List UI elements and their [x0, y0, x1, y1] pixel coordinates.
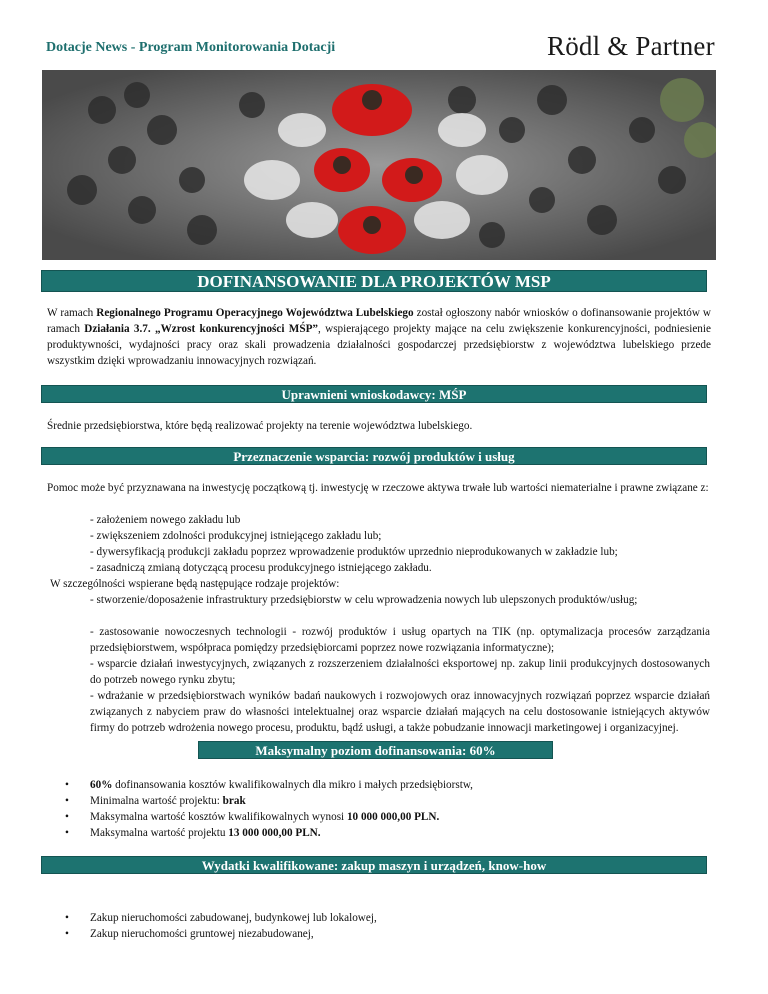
section-heading-applicants: Uprawnieni wnioskodawcy: MŚP — [41, 385, 707, 403]
section-heading-funding-level: Maksymalny poziom dofinansowania: 60% — [198, 741, 553, 759]
list-item: • 60% dofinansowania kosztów kwalifikowalnych dla mikro i małych przedsiębiorstw, — [65, 779, 473, 791]
list-item: - stworzenie/doposażenie infrastruktury przedsiębiorstw w celu wprowadzenia nowych lub ulepszonych produktów/usług; — [90, 594, 638, 606]
purpose-intro: Pomoc może być przyznawana na inwestycję początkową tj. inwestycję w rzeczowe aktywa trwałe lub wartości niematerialne i prawne związane z: — [47, 482, 709, 494]
list-item: - zastosowanie nowoczesnych technologii - rozwój produktów i usług opartych na TIK (np. optymalizacja procesów zarządzania przedsiębiorstwem, współpraca pomiędzy przedsiębiorcami poprzez nowe rozwiązania informatyczne); — [90, 626, 710, 654]
list-item: - zwiększeniem zdolności produkcyjnej istniejącego zakładu lub; — [90, 530, 382, 542]
team-circle-photo — [42, 70, 716, 260]
main-title-bar: DOFINANSOWANIE DLA PROJEKTÓW MSP — [41, 270, 707, 292]
bullet-icon: • — [65, 779, 69, 791]
bullet-icon: • — [65, 811, 69, 823]
list-item: - wdrażanie w przedsiębiorstwach wyników badań naukowych i rozwojowych oraz innowacyjnych rozwiązań poprzez wsparcie działań związanych z nabyciem praw do własności intelektualnej oraz wsparcie działań mających na celu dostosowanie istniejących aktywów firmy do potrzeb wdrożenia nowego procesu, produktu, bądź usługi, a także pobudzanie innowacji marketingowej i organizacyjnej. — [90, 690, 710, 734]
list-item: • Zakup nieruchomości gruntowej niezabudowanej, — [65, 928, 314, 940]
list-item: - zasadniczą zmianą dotyczącą procesu produkcyjnego istniejącego zakładu. — [90, 562, 432, 574]
section-heading-eligible-costs: Wydatki kwalifikowane: zakup maszyn i urządzeń, know-how — [41, 856, 707, 874]
bullet-icon: • — [65, 912, 69, 924]
project-types-intro: W szczególności wspierane będą następujące rodzaje projektów: — [50, 578, 340, 590]
list-item: - założeniem nowego zakładu lub — [90, 514, 241, 526]
intro-paragraph: W ramach Regionalnego Programu Operacyjnego Województwa Lubelskiego został ogłoszony nabór wniosków o dofinansowanie projektów w ramach Działania 3.7. „Wzrost konkurencyjności MŚP”, wspierającego projekty mające na celu zwiększenie konkurencyjności, podniesienie produktywności, wydajności pracy oraz skali prowadzenia działalności gospodarczej przedsiębiorstw z województwa lubelskiego przede wszystkim dzięki wprowadzaniu innowacyjnych rozwiązań. — [47, 307, 711, 367]
newsletter-title: Dotacje News - Program Monitorowania Dotacji — [46, 40, 336, 55]
team-circle-photo-icon — [42, 70, 716, 260]
section-heading-purpose: Przeznaczenie wsparcia: rozwój produktów i usług — [41, 447, 707, 465]
bullet-icon: • — [65, 827, 69, 839]
list-item: • Minimalna wartość projektu: brak — [65, 795, 246, 807]
bullet-icon: • — [65, 928, 69, 940]
company-logo: Rödl & Partner — [547, 31, 715, 61]
applicants-text: Średnie przedsiębiorstwa, które będą realizować projekty na terenie województwa lubelskiego. — [47, 420, 473, 432]
list-item: • Maksymalna wartość kosztów kwalifikowalnych wynosi 10 000 000,00 PLN. — [65, 811, 440, 823]
list-item: - dywersyfikacją produkcji zakładu poprzez wprowadzenie produktów uprzednio nieprodukowanych w zakładzie lub; — [90, 546, 618, 558]
list-item: • Zakup nieruchomości zabudowanej, budynkowej lub lokalowej, — [65, 912, 377, 924]
list-item: • Maksymalna wartość projektu 13 000 000,00 PLN. — [65, 827, 321, 839]
list-item: - wsparcie działań inwestycyjnych, związanych z rozszerzeniem działalności eksportowej np. zakup linii produkcyjnych dostosowanych do potrzeb nowego rynku zbytu; — [90, 658, 710, 686]
bullet-icon: • — [65, 795, 69, 807]
